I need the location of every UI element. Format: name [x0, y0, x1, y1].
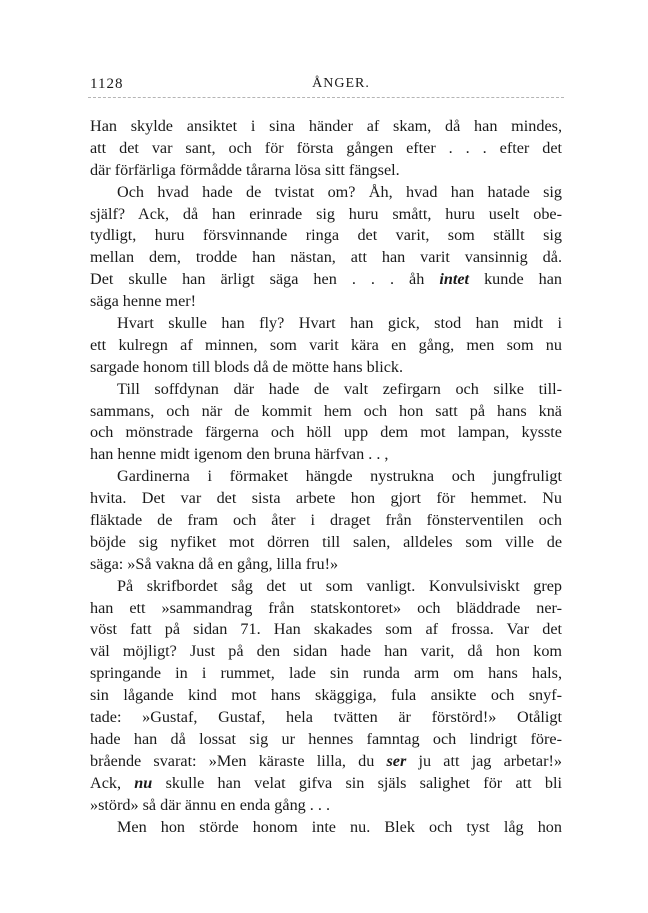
- text-line: Men hon störde honom inte nu. Blek och tyst låg hon: [117, 817, 562, 836]
- text-line: tydligt, huru försvinnande ringa det varit, som ställt sig: [90, 226, 562, 245]
- text-line: där förfärliga förmådde tårarna lösa sitt fängsel.: [90, 160, 400, 179]
- text-line: springande in i rummet, lade sin runda arm om hans hals,: [90, 664, 562, 683]
- text-segment: kunde han: [484, 270, 563, 289]
- text-line: hvita. Det var det sista arbete hon gjort för hemmet. Nu: [90, 489, 562, 508]
- text-line: böjde sig nyfiket mot dörren till salen, alldeles som ville de: [90, 532, 562, 551]
- paragraph: [90, 313, 562, 379]
- text-line: väl möjligt? Just på den sidan hade han varit, då hon kom: [90, 642, 562, 661]
- text-line: hade han då lossat sig ur hennes famntag och lindrigt före-: [90, 729, 562, 748]
- header-rule: [88, 97, 564, 98]
- text-segment: brående svarat: »Men käraste lilla, du: [90, 751, 375, 770]
- paragraph: [90, 576, 562, 817]
- page-header: [88, 76, 564, 100]
- text-line: tade: »Gustaf, Gustaf, hela tvätten är förstörd!» Otåligt: [90, 708, 562, 727]
- emphasis-word: intet: [439, 270, 470, 289]
- text-line: säga henne mer!: [90, 292, 197, 311]
- paragraph: [90, 182, 562, 313]
- text-line: han ett »sammandrag från statskontoret» och bläddrade ner-: [90, 598, 562, 617]
- text-line: Hvart skulle han fly? Hvart han gick, stod han midt i: [117, 314, 562, 333]
- page-number: 1128: [90, 76, 124, 92]
- text-line: Till soffdynan där hade de valt zefirgarn och silke till-: [117, 379, 562, 398]
- emphasis-word: ser: [386, 751, 407, 770]
- running-title: ÅNGER.: [312, 76, 370, 91]
- text-line: På skrifbordet såg det ut som vanligt. Konvulsiviskt grep: [117, 576, 562, 595]
- text-line-with-emphasis: [90, 269, 562, 291]
- text-segment: Ack,: [90, 773, 122, 792]
- text-line: sammans, och när de kommit hem och hon satt på hans knä: [90, 401, 562, 420]
- text-line: ett kulregn af minnen, som varit kära en gång, men som nu: [90, 335, 562, 354]
- text-line: säga: »Så vakna då en gång, lilla fru!»: [90, 554, 339, 573]
- text-segment: ju att jag arbetar!»: [418, 751, 562, 770]
- text-line: Gardinerna i förmaket hängde nystrukna och jungfruligt: [117, 467, 562, 486]
- text-segment: skulle han velat gifva sin själs salighet för att bli: [165, 773, 563, 792]
- paragraph: [90, 466, 562, 575]
- text-line: att det var sant, och för första gången efter . . . efter det: [90, 138, 562, 157]
- paragraph: [90, 379, 562, 467]
- text-line: vöst fatt på sidan 71. Han skakades som af frossa. Var det: [90, 620, 562, 639]
- text-line: fläktade de fram och åter i draget från fönsterventilen och: [90, 511, 562, 530]
- text-line: själf? Ack, då han erinrade sig huru smått, huru uselt obe-: [90, 204, 562, 223]
- text-line-with-emphasis: [90, 773, 562, 795]
- paragraph: [90, 116, 562, 182]
- body-text: [90, 116, 562, 838]
- emphasis-word: nu: [134, 773, 153, 792]
- text-line: »störd» så där ännu en enda gång . . .: [90, 795, 331, 814]
- paragraph: [90, 817, 562, 839]
- text-line: Och hvad hade de tvistat om? Åh, hvad han hatade sig: [117, 182, 562, 201]
- text-line: sargade honom till blods då de mötte hans blick.: [90, 357, 404, 376]
- text-line: mellan dem, trodde han nästan, att han varit vansinnig då.: [90, 248, 562, 267]
- text-line: han henne midt igenom den bruna härfvan . . ,: [90, 445, 389, 464]
- text-line: sin lågande kind mot hans skäggiga, fula ansikte och snyf-: [90, 686, 562, 705]
- text-line-with-emphasis: [90, 751, 562, 773]
- text-line: och mönstrade färgerna och höll upp dem mot lampan, kysste: [90, 423, 562, 442]
- text-line: Han skylde ansiktet i sina händer af skam, då han mindes,: [90, 117, 562, 135]
- text-segment: Det skulle han ärligt säga hen . . . åh: [90, 270, 425, 289]
